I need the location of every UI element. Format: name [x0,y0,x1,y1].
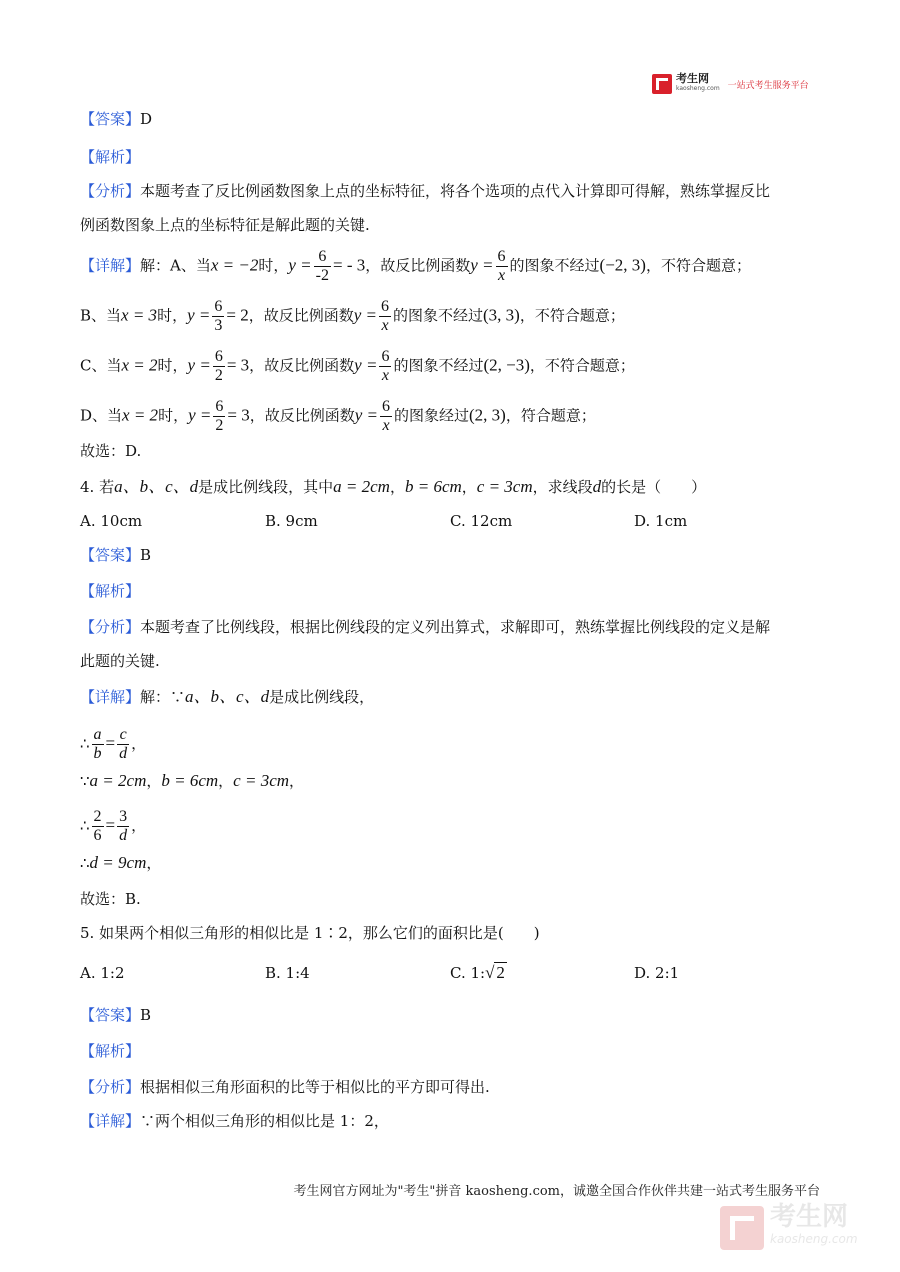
math: = 2 [226,305,249,325]
watermark-logo-icon [720,1206,764,1250]
kaosheng-logo-icon [652,74,672,94]
q5-fenxi [80,1076,490,1098]
text: 解：A、当 [140,256,211,275]
numerator: 6 [497,248,506,265]
detail-tag: 【详解】 [80,256,141,275]
q4-choose: 故选：B. [80,890,141,908]
text: ，不符合题意； [519,306,625,325]
denominator: 6 [93,827,102,844]
detail-tag: 【详解】 [80,1112,141,1130]
fraction [379,298,391,335]
fraction [117,808,129,845]
text: ，故反比例函数 [249,406,355,425]
because-symbol: ∵ [80,772,90,790]
text: 的图象不经过 [393,306,484,325]
math: b = 6cm [161,771,219,790]
math: y = [354,405,378,425]
q4-option-c: C. 12cm [450,512,513,530]
text: 时， [157,306,188,325]
answer-value: B [140,546,152,564]
text: B、当 [80,306,122,325]
math: x = 2 [122,405,159,425]
radicand: 2 [496,963,505,982]
point: (−2, 3) [599,255,646,275]
text: 的图象不经过 [393,356,484,375]
answer-value: D [140,110,153,128]
text: ，故反比例函数 [248,306,354,325]
q3-fenxi-line1 [80,180,770,202]
math: a、b、c、d [114,477,199,496]
q4-analysis-tag: 【解析】 [80,582,141,600]
math: = [105,815,116,835]
q4-step3 [80,808,146,845]
math: x = 2 [121,355,158,375]
text: 的图象经过 [394,406,470,425]
text: ， [131,734,147,753]
q3-detail-line-c [80,348,635,385]
fenxi-text: 根据相似三角形面积的比等于相似比的平方即可得出. [140,1078,490,1096]
math: a = 2cm [89,771,147,790]
point: (2, 3) [469,405,506,425]
denominator: x [497,267,506,284]
fraction [379,348,391,385]
fraction [380,398,392,435]
answer-tag: 【答案】 [80,1006,141,1024]
denominator: x [382,417,390,434]
denominator: d [119,827,128,844]
answer-tag: 【答案】 [80,110,141,128]
denominator: 2 [214,367,223,384]
text: ，故反比例函数 [249,356,355,375]
numerator: c [117,726,129,745]
denominator: d [119,745,128,762]
numerator: 6 [381,348,390,365]
sqrt: √ 2 [485,963,505,982]
fraction [496,248,508,285]
logo-slogan: 一站式考生服务平台 [727,80,809,91]
fenxi-text: 本题考查了反比例函数图象上点的坐标特征，将各个选项的点代入计算即可得解，熟练掌握反比 [140,182,771,200]
answer-tag: 【答案】 [80,546,141,564]
logo-domain: kaosheng.com [676,85,720,92]
math: y = [354,355,378,375]
fraction [92,808,104,845]
text: ， [289,772,305,790]
q4-stem: 4. 若a、b、c、d是成比例线段，其中a = 2cm，b = 6cm，c = 3cm，求线段d的长是（ ） [80,477,707,496]
denominator: x [381,367,389,384]
fraction [213,398,225,435]
q3-detail-line-b [80,298,625,335]
q3-answer [80,108,152,130]
fraction [117,726,129,763]
q5-analysis-tag: 【解析】 [80,1042,141,1060]
text: 的图象不经过 [509,256,600,275]
watermark-name: 考生网 [770,1202,849,1232]
numerator: 6 [214,298,223,315]
logo-name: 考生网 [676,72,709,85]
q5-answer [80,1004,151,1026]
math: d = 9cm [89,853,147,872]
therefore-symbol: ∴ [80,816,90,835]
text: 是成比例线段， [269,688,375,706]
fenxi-tag: 【分析】 [80,182,141,200]
detail-text: ∵两个相似三角形的相似比是 1：2， [140,1112,389,1130]
q4-step4 [80,852,161,874]
text: ，不符合题意； [529,356,635,375]
therefore-symbol: ∴ [80,734,90,753]
text: ，故反比例函数 [365,256,471,275]
text: 时， [158,406,189,425]
q5-option-d: D. 2:1 [634,964,680,982]
numerator: 6 [215,398,224,415]
fraction [213,348,225,385]
q4-detail [80,686,374,708]
q5-detail [80,1110,389,1132]
math: = - 3 [332,255,366,275]
numerator: 6 [381,298,389,315]
q4-answer [80,544,151,566]
q3-analysis-tag: 【解析】 [80,148,141,166]
fraction [314,248,331,285]
watermark-text [770,1202,858,1250]
math: y = [187,305,211,325]
math: = 3 [227,405,250,425]
q3-fenxi-line2: 例函数图象上点的坐标特征是解此题的关键. [80,216,370,234]
fraction [92,726,104,763]
fenxi-tag: 【分析】 [80,618,141,636]
numerator: a [93,726,102,743]
math: c = 3cm [233,771,290,790]
q3-detail-line-d [80,398,596,435]
text: C、当 [80,356,122,375]
denominator: 2 [215,417,224,434]
text: 时， [157,356,188,375]
numerator: 6 [314,248,331,267]
math: a、b、c、d [185,687,270,706]
q4-step2: ∵a = 2cm，b = 6cm，c = 3cm， [80,771,305,790]
text: ， [146,854,162,872]
text: ， [131,816,147,835]
q4-fenxi-line2: 此题的关键. [80,652,160,670]
math: c = 3cm [476,477,533,496]
therefore-symbol: ∴ [80,854,90,872]
denominator: x [381,317,389,334]
math: y = [187,355,211,375]
text: 4. 若 [80,478,115,496]
footer-text: 考生网官方网址为"考生"拼音 kaosheng.com，诚邀全国合作伙伴共建一站式考生服务平台 [293,1184,820,1199]
watermark [720,1202,858,1250]
logo-text [676,74,720,94]
q5-option-c [450,962,507,984]
math: a = 2cm [333,477,390,496]
denominator: b [93,745,102,762]
q4-step1 [80,726,146,763]
point: (3, 3) [483,305,520,325]
text: C. 1: [450,964,486,982]
text: ，符合题意； [505,406,596,425]
math: y = [188,405,212,425]
math: y = [288,255,312,275]
numerator: 3 [119,808,128,825]
q5-option-b: B. 1:4 [265,964,310,982]
q3-detail-line-a [80,248,751,285]
q4-option-b: B. 9cm [265,512,318,530]
fenxi-tag: 【分析】 [80,1078,141,1096]
q4-fenxi-line1 [80,616,770,638]
detail-tag: 【详解】 [80,688,141,706]
math: y = [470,255,494,275]
point: (2, −3) [483,355,530,375]
denominator: 3 [214,317,223,334]
text: D、当 [80,406,123,425]
math: y = [353,305,377,325]
fenxi-text: 本题考查了比例线段，根据比例线段的定义列出算式，求解即可，熟练掌握比例线段的定义是解 [140,618,771,636]
math: = [105,733,116,753]
numerator: 6 [382,398,390,415]
math: = 3 [226,355,250,375]
numerator: 6 [214,348,223,365]
text: ，求线段 [532,478,593,496]
text: 解：∵ [140,688,186,706]
q3-choose: 故选：D. [80,442,142,460]
text: 时， [258,256,289,275]
math: d [592,477,602,496]
q4-option-d: D. 1cm [634,512,688,530]
q5-stem: 5. 如果两个相似三角形的相似比是 1∶2，那么它们的面积比是( ) [80,924,540,942]
text: 的长是（ ） [601,478,707,496]
q4-option-a: A. 10cm [80,512,143,530]
header-logo [652,72,809,96]
watermark-domain: kaosheng.com [770,1232,858,1246]
math: x = 3 [121,305,158,325]
text: ，不符合题意； [645,256,751,275]
text: 是成比例线段，其中 [198,478,334,496]
q5-option-a: A. 1:2 [80,964,125,982]
fraction [212,298,224,335]
math: b = 6cm [404,477,462,496]
answer-value: B [140,1006,152,1024]
denominator: -2 [315,267,329,284]
numerator: 2 [93,808,102,825]
math: x = −2 [210,255,259,275]
